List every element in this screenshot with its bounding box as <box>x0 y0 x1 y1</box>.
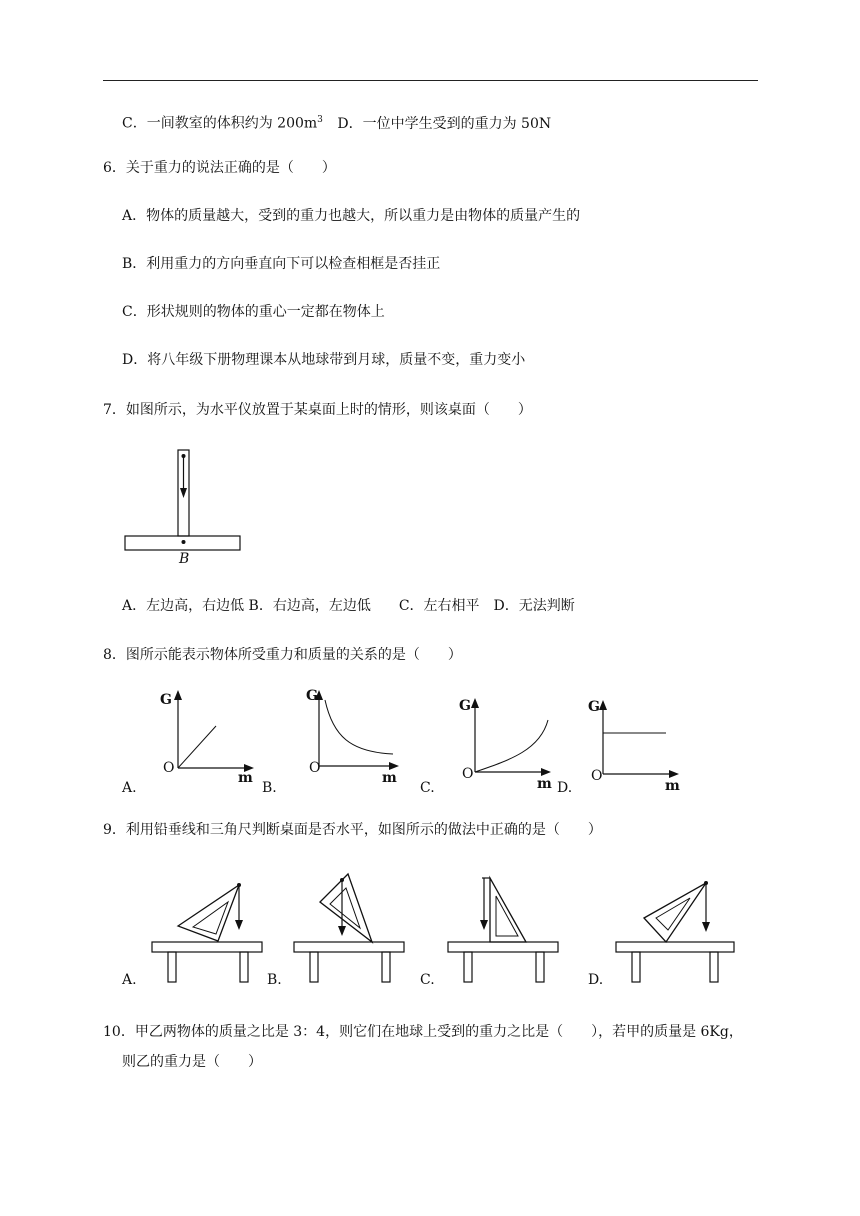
q8-c-axis-m: m <box>537 776 552 792</box>
q8-d-origin: O <box>591 768 603 784</box>
q8-label-b: B. <box>262 780 277 796</box>
q9-figure-c <box>446 874 566 988</box>
q9-b-triangle <box>320 874 372 942</box>
q8-label-c: C. <box>420 780 435 796</box>
q8-c-axis-g: G <box>459 698 471 714</box>
q9-label-b: B. <box>267 972 282 988</box>
q6-option-d: D．将八年级下册物理课本从地球带到月球，质量不变，重力变小 <box>122 352 526 368</box>
header-rule <box>103 80 758 81</box>
q8-d-axis-m: m <box>665 778 680 794</box>
q10-line-2: 则乙的重力是（ ） <box>122 1054 262 1070</box>
q8-label-d: D. <box>557 780 573 796</box>
q7-point-b <box>182 540 186 544</box>
q7-plumb-arrow <box>180 488 187 498</box>
q8-a-axis-m: m <box>238 770 253 786</box>
q5-option-c-superscript: 3 <box>317 115 323 125</box>
q9-label-a: A. <box>122 972 137 988</box>
q8-label-a: A. <box>122 780 137 796</box>
q9-c-triangle <box>490 878 526 942</box>
q9-figure-b <box>292 872 412 988</box>
q7-figure-label: B <box>179 551 190 567</box>
q8-b-axis-g: G <box>306 688 318 704</box>
q8-stem: 8．图所示能表示物体所受重力和质量的关系的是（ ） <box>103 647 462 663</box>
q5-option-d: D．一位中学生受到的重力为 50N <box>337 115 552 132</box>
q6-option-c: C．形状规则的物体的重心一定都在物体上 <box>122 304 385 320</box>
q8-a-origin: O <box>163 760 175 776</box>
q8-a-axis-g: G <box>160 692 172 708</box>
q8-b-curve <box>325 700 393 754</box>
q7-options: A．左边高，右边低 B．右边高，左边低 C．左右相平 D．无法判断 <box>122 598 575 614</box>
q6-option-b: B．利用重力的方向垂直向下可以检查相框是否挂正 <box>122 256 441 272</box>
q8-c-curve <box>475 720 548 772</box>
q9-d-triangle <box>644 883 706 942</box>
q7-stem: 7．如图所示，为水平仪放置于某桌面上时的情形，则该桌面（ ） <box>103 402 532 418</box>
q9-a-table-top <box>152 942 262 952</box>
q9-d-table-top <box>616 942 734 952</box>
q7-plumb-pivot <box>182 454 186 458</box>
q9-c-table-top <box>448 942 558 952</box>
q9-figure-a <box>150 878 270 988</box>
q8-graph-c <box>460 690 555 785</box>
q9-label-c: C. <box>420 972 435 988</box>
q5-option-c <box>122 110 551 134</box>
q9-a-triangle <box>178 885 239 941</box>
q8-c-origin: O <box>462 766 474 782</box>
q9-stem: 9．利用铅垂线和三角尺判断桌面是否水平，如图所示的做法中正确的是（ ） <box>103 822 602 838</box>
q9-label-d: D. <box>588 972 604 988</box>
q6-stem: 6．关于重力的说法正确的是（ ） <box>103 160 336 176</box>
q10-line-1: 10．甲乙两物体的质量之比是 3：4，则它们在地球上受到的重力之比是（ ），若甲的质量是 6Kg， <box>103 1024 743 1040</box>
q8-b-axis-m: m <box>382 770 397 786</box>
q8-a-curve <box>178 726 216 768</box>
q9-figure-d <box>614 878 739 988</box>
q6-option-a: A．物体的质量越大，受到的重力也越大，所以重力是由物体的质量产生的 <box>122 208 581 224</box>
q8-b-origin: O <box>309 760 321 776</box>
q5-option-c-text: C．一间教室的体积约为 200m <box>122 115 318 132</box>
q8-d-axis-g: G <box>588 699 600 715</box>
q9-b-table-top <box>294 942 404 952</box>
